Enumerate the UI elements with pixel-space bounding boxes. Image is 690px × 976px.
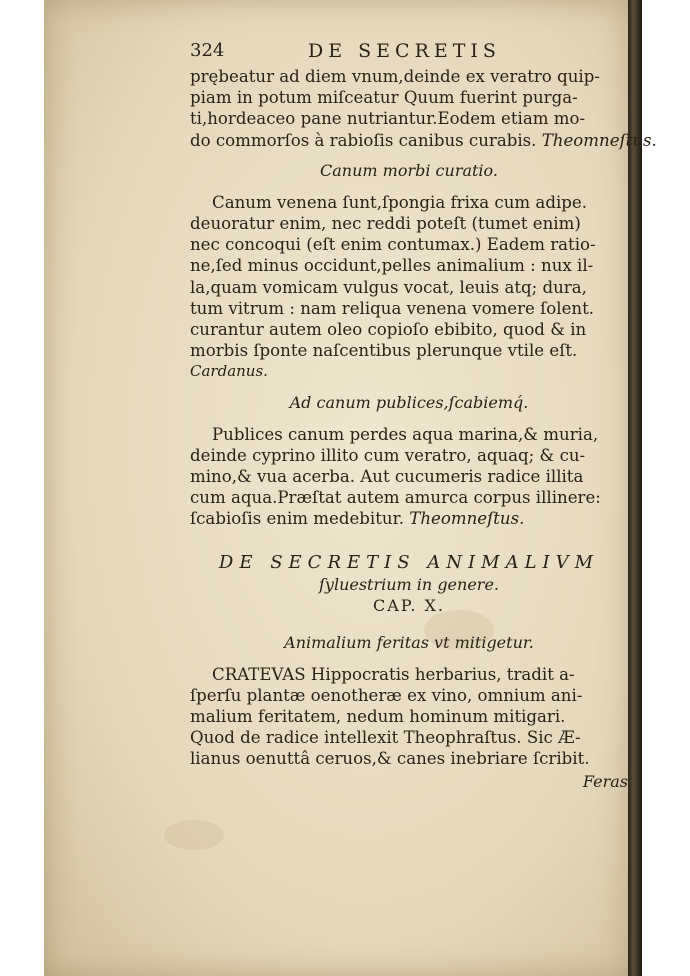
text-line: ne,ſed minus occidunt,pelles animalium : nux il-: [190, 256, 594, 276]
text-line: ti,hordeaceo pane nutriantur.Eodem etiam mo-: [190, 109, 586, 129]
section-heading: Ad canum publices,ſcabiemq́.: [289, 392, 529, 412]
text-line: tum vitrum : nam reliqua venena vomere ſolent.: [190, 298, 595, 318]
text-line: deuoratur enim, nec reddi poteſt (tumet enim): [190, 214, 581, 234]
author-citation: Cardanus.: [190, 362, 268, 381]
text-line: nec concoqui (eſt enim contumax.) Eadem ratio-: [190, 235, 596, 255]
text-line: prębeatur ad diem vnum,deinde ex veratro quip-: [190, 67, 600, 86]
catchword: Feras: [582, 771, 628, 791]
running-header: [190, 36, 628, 66]
chapter-title: DE SECRETIS ANIMALIVM: [218, 551, 600, 573]
text-line: curantur autem oleo copioſo ebibito, quod & in: [190, 320, 587, 340]
text-line: mino,& vua acerba. Aut cucumeris radice illita: [190, 467, 584, 487]
section-heading: Animalium feritas vt mitigetur.: [284, 632, 534, 652]
paper-stain: [164, 820, 224, 850]
text-line: Quod de radice intellexit Theophraſtus. Sic Æ-: [190, 728, 581, 748]
page-number: 324: [190, 40, 225, 61]
text-line: cum aqua.Præſtat autem amurca corpus illinere:: [190, 488, 601, 508]
section-heading: Canum morbi curatio.: [320, 160, 498, 180]
page-content: [190, 36, 657, 794]
chapter-number: CAP. X.: [373, 595, 445, 615]
text-line: do commorſos à rabioſis canibus curabis. Theomneſtus.: [190, 130, 657, 150]
text-line: ſcabioſis enim medebitur. Theomneſtus.: [190, 509, 525, 529]
chapter-subtitle: ſyluestrium in genere.: [318, 574, 499, 594]
text-line: piam in potum miſceatur Quum fuerint purga-: [190, 88, 578, 108]
text-line: malium feritatem, nedum hominum mitigari.: [190, 707, 566, 727]
text-line: Publices canum perdes aqua marina,& muria,: [212, 424, 599, 444]
text-line: morbis ſponte naſcentibus plerunque vtile eſt.: [190, 341, 578, 361]
paragraph-2: [190, 192, 628, 383]
text-line: Canum venena ſunt,ſpongia frixa cum adipe.: [212, 192, 587, 212]
text-line: ſperſu plantæ oenotheræ ex vino, omnium ani-: [190, 685, 583, 705]
author-citation: Theomneſtus.: [409, 509, 525, 529]
text-line: la,quam vomicam vulgus vocat, leuis atq; dura,: [190, 277, 587, 297]
paragraph-4: [190, 664, 628, 770]
paragraph-1: [190, 66, 657, 151]
text-line: lianus oenuttâ ceruos,& canes inebriare ſcribit.: [190, 749, 590, 769]
running-title: DE SECRETIS: [308, 40, 501, 62]
paragraph-3: [190, 424, 628, 530]
author-citation: Theomneſtus.: [541, 130, 657, 150]
text-line: CRATEVAS Hippocratis herbarius, tradit a-: [212, 664, 575, 684]
text-line: deinde cyprino illito cum veratro, aquaq; & cu-: [190, 445, 586, 465]
